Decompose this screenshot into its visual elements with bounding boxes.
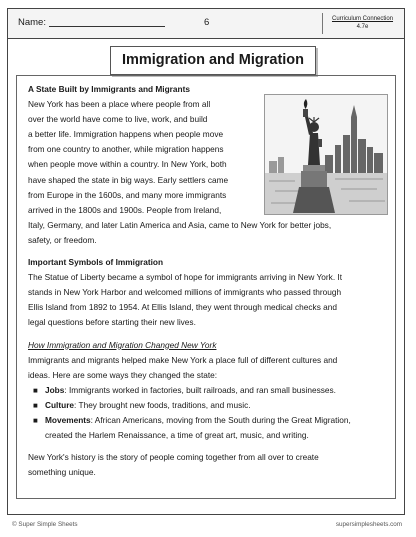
list-item [33, 398, 384, 413]
footer-copyright: © Super Simple Sheets [12, 521, 78, 528]
bullet-text: : African Americans, moving from the South during the Great Migration, [90, 414, 351, 425]
text-line: when people move within a country. In New York, both [28, 159, 227, 170]
page-number: 6 [204, 17, 210, 28]
section2-heading: Important Symbols of Immigration [28, 257, 164, 268]
text-line: stands in New York Harbor and welcomed millions of immigrants who passed through [28, 287, 342, 298]
text-line: from one country to another, while migration happens [28, 144, 224, 155]
text-line: over the world have come to live, work, and build [28, 114, 208, 125]
text-line: legal questions before starting their new lives. [28, 317, 196, 328]
bullet-text-continuation: created the Harlem Renaissance, a time of great art, music, and writing. [45, 430, 309, 441]
text-line: ideas. Here are some ways they changed the state: [28, 369, 218, 380]
section1-heading: A State Built by Immigrants and Migrants [28, 84, 190, 94]
closing-paragraph [28, 450, 384, 480]
section-symbols [28, 255, 384, 330]
list-item [33, 383, 384, 398]
bullet-icon: ■ [33, 385, 38, 395]
text-line: New York's history is the story of people coming together from all over to create [28, 452, 319, 463]
bullet-term: Culture [45, 399, 75, 410]
changes-list [28, 383, 384, 443]
text-line: Italy, Germany, and later Latin America and Asia, came to New York for better jobs, [28, 219, 332, 230]
text-line: New York has been a place where people from all [28, 99, 211, 110]
curriculum-code: 4.7e [356, 24, 369, 30]
page-title: Immigration and Migration [110, 46, 316, 75]
reading-passage-box [16, 75, 396, 499]
text-line: Ellis Island from 1892 to 1954. At Ellis Island, they went through medical checks and [28, 302, 337, 313]
bullet-icon: ■ [33, 415, 38, 425]
curriculum-connection-box [322, 13, 402, 34]
text-line: from Europe in the 1600s, and many more immigrants [28, 189, 227, 200]
text-line: Immigrants and migrants helped make New York a place full of different cultures and [28, 354, 338, 365]
text-line: have shaped the state in big ways. Early settlers came [28, 174, 229, 185]
section-changes [28, 338, 384, 444]
bullet-icon: ■ [33, 400, 38, 410]
bullet-term: Jobs [45, 384, 65, 395]
list-item [33, 413, 384, 443]
name-line [49, 26, 165, 27]
bullet-text: : Immigrants worked in factories, built railroads, and ran small businesses. [64, 384, 336, 395]
text-line: arrived in the 1800s and 1900s. People from Ireland, [28, 204, 222, 215]
text-line: The Statue of Liberty became a symbol of hope for immigrants arriving in New York. It [28, 272, 343, 283]
text-line: safety, or freedom. [28, 234, 97, 245]
statue-of-liberty-illustration [264, 94, 388, 215]
statue-of-liberty-icon [265, 95, 388, 215]
footer-website: supersimplesheets.com [335, 521, 402, 528]
bullet-term: Movements [45, 414, 91, 425]
header-bar [8, 9, 404, 39]
section3-heading: How Immigration and Migration Changed New York [28, 339, 217, 350]
curriculum-connection-label: Curriculum Connection [331, 16, 394, 22]
bullet-text: : They brought new foods, traditions, and music. [74, 399, 251, 410]
name-label: Name: [18, 17, 46, 28]
text-line: a better life. Immigration happens when people move [28, 129, 224, 140]
text-line: something unique. [28, 467, 96, 478]
section-state-built [28, 82, 384, 248]
